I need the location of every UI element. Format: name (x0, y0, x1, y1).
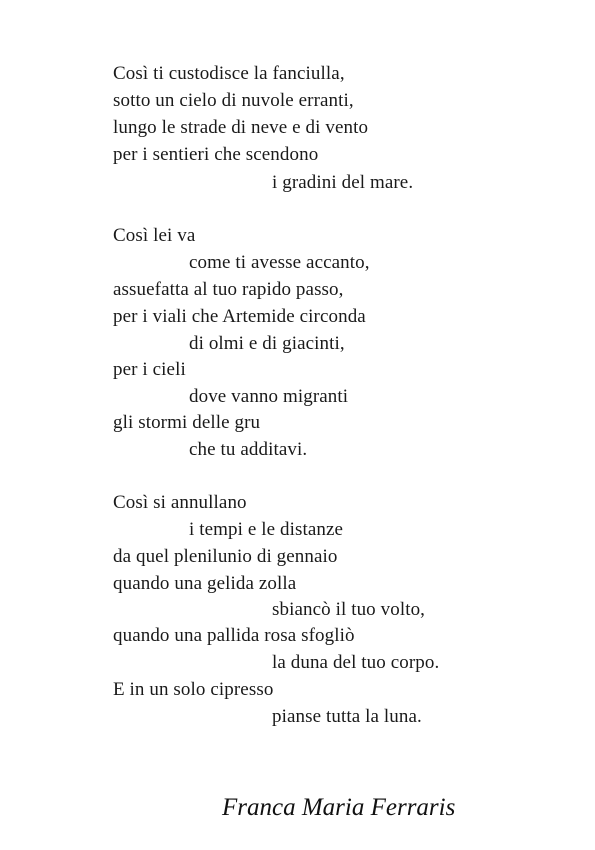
poem-line: per i viali che Artemide circonda (113, 306, 366, 327)
poem-line: E in un solo cipresso (113, 679, 274, 700)
poem-line: di olmi e di giacinti, (189, 333, 345, 354)
poem-line: i gradini del mare. (272, 172, 414, 193)
poem-line: Così ti custodisce la fanciulla, (113, 63, 345, 84)
poem-line: assuefatta al tuo rapido passo, (113, 279, 344, 300)
poem-line: lungo le strade di neve e di vento (113, 117, 369, 138)
poem-line: come ti avesse accanto, (189, 252, 370, 273)
poem-line: dove vanno migranti (189, 386, 349, 407)
poem-line: Così lei va (113, 225, 196, 246)
poem-line: la duna del tuo corpo. (272, 652, 440, 673)
poem-line: i tempi e le distanze (189, 519, 344, 540)
poem-line: quando una gelida zolla (113, 573, 297, 594)
poem-line: sotto un cielo di nuvole erranti, (113, 90, 354, 111)
poem-line: gli stormi delle gru (113, 412, 261, 433)
poem-line: Così si annullano (113, 492, 247, 513)
poem-line: da quel plenilunio di gennaio (113, 546, 338, 567)
poem-line: sbiancò il tuo volto, (272, 599, 426, 620)
poem-line: per i sentieri che scendono (113, 144, 319, 165)
poem-line: quando una pallida rosa sfogliò (113, 625, 355, 646)
author-name: Franca Maria Ferraris (222, 794, 456, 821)
poem-line: pianse tutta la luna. (272, 706, 422, 727)
poem-line: che tu additavi. (189, 439, 308, 460)
poem-line: per i cieli (113, 359, 186, 380)
